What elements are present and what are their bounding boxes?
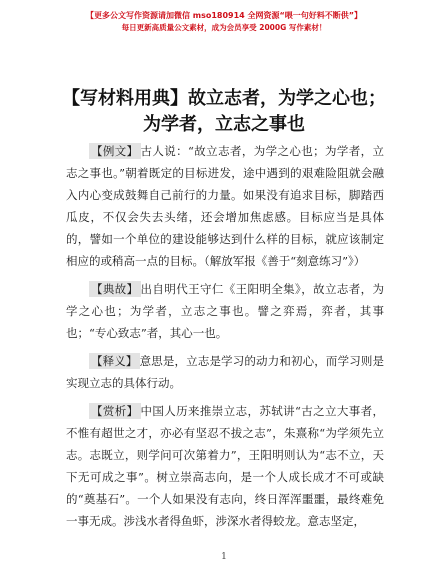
paragraph-meaning bbox=[66, 350, 384, 394]
section-tag: 【赏析】 bbox=[91, 404, 139, 418]
section-tag: 【释义】 bbox=[91, 354, 138, 368]
paragraph-text: 古人说：“故立志者，为学之心也；为学者，立志之事也。”朝着既定的目标进发，途中遇到的艰难险阻就会融入内心变成鼓舞自己前行的力量。如果没有追求目标，脚踏西瓜皮，不仅会失去头绪，还会增加焦虑感。目标应当是具体的，譬如一个单位的建设能够达到什么样的目标，就应该制定相应的或稍高一点的目标。（解放军报《善于“刻意练习”》） bbox=[66, 144, 384, 268]
document-title: 【写材料用典】故立志者，为学之心也；为学者，立志之事也 bbox=[62, 88, 386, 135]
paragraph-text: 出自明代王守仁《王阳明全集》，故立志者，为学之心也；为学者，立志之事也。譬之弈焉，弈者，其事也；“专心致志”者，其心一也。 bbox=[66, 282, 385, 340]
section-tag: 【典故】 bbox=[91, 282, 139, 296]
paragraph-allusion bbox=[66, 278, 384, 344]
page-number: 1 bbox=[221, 552, 227, 562]
promo-line-1: 【更多公文写作资源请加微信 mso180914 全网资源“喂一句好料不断供”】 bbox=[85, 11, 363, 20]
document-body bbox=[66, 140, 384, 538]
promo-banner bbox=[0, 10, 448, 34]
paragraph-appreciation bbox=[66, 400, 384, 532]
promo-line-2: 每日更新高质量公文素材，成为会员享受 2000G 写作素材！ bbox=[121, 23, 327, 32]
paragraph-text: 中国人历来推崇立志，苏轼讲“古之立大事者，不惟有超世之才，亦必有坚忍不拔之志”，朱熹称“为学须先立志。志既立，则学问可次第着力”，王阳明则认为“志不立，天下无可成之事”。树立崇高志向，是一个人成长成才不可或缺的“奠基石”。一个人如果没有志向，终日浑浑噩噩，最终难免一事无成。涉浅水者得鱼虾，涉深水者得蛟龙。意志坚定， bbox=[66, 404, 384, 528]
paragraph-example bbox=[66, 140, 384, 272]
section-tag: 【例文】 bbox=[91, 144, 139, 158]
paragraph-text: 意思是，立志是学习的动力和初心，而学习则是实现立志的具体行动。 bbox=[66, 354, 385, 390]
